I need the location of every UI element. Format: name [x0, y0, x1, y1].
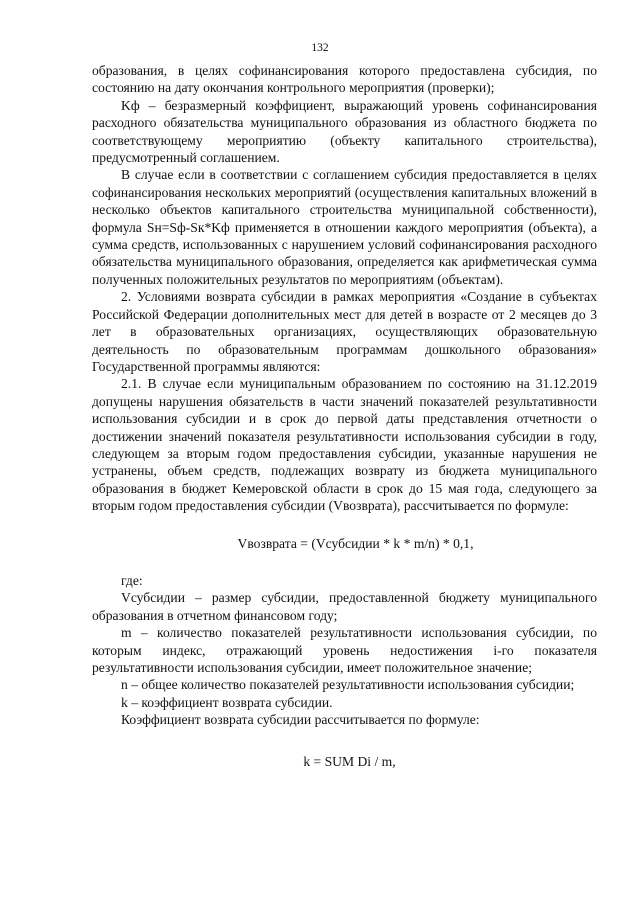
paragraph-continuation: образования, в целях софинансирования которого предоставлена субсидия, по состоянию на дату окончания контрольного мероприятия (проверки);	[92, 63, 597, 96]
paragraph-coefficient-intro: Коэффициент возврата субсидии рассчитывается по формуле:	[121, 712, 480, 728]
paragraph-vsubsidy-definition: Vсубсидии – размер субсидии, предоставленной бюджету муниципального образования в отчетном финансовом году;	[92, 590, 597, 623]
formula-coefficient: k = SUM Di / m,	[303, 753, 396, 769]
paragraph-2-1: 2.1. В случае если муниципальным образованием по состоянию на 31.12.2019 допущены нарушения обязательств в части значений показателей результативности использования субсидии и в срок до первой даты представления отчетности о достижении значений показателя результативности использования субсидии в году, следующем за вторым годом предоставления субсидии, указанные нарушения не устранены, объем средств, подлежащих возврату из бюджета муниципального образования в бюджет Кемеровской области в срок до 15 мая года, следующего за вторым годом предоставления субсидии (Vвозврата), рассчитывается по формуле:	[92, 376, 597, 514]
formula-return-volume: Vвозврата = (Vсубсидии * k * m/n) * 0,1,	[237, 535, 474, 551]
paragraph-m-definition: m – количество показателей результативности использования субсидии, по которым индекс, отражающий уровень недостижения i-го показателя результативности использования субсидии, имеет положительное значение;	[92, 625, 597, 675]
paragraph-where: где:	[121, 572, 143, 588]
paragraph-kf-definition: Kф – безразмерный коэффициент, выражающий уровень софинансирования расходного обязательства муниципального образования из областного бюджета по соответствующему мероприятию (объекту капитального строительства), предусмотренный соглашением.	[92, 97, 597, 166]
page-number: 132	[311, 42, 329, 54]
document-body	[92, 62, 597, 770]
paragraph-k-definition: k – коэффициент возврата субсидии.	[121, 694, 333, 710]
paragraph-return-conditions: 2. Условиями возврата субсидии в рамках мероприятия «Создание в субъектах Российской Федерации дополнительных мест для детей в возрасте от 2 месяцев до 3 лет в образовательных организациях, осуществляющих образовательную деятельность по образовательным программам дошкольного образования» Государственной программы являются:	[92, 289, 597, 374]
paragraph-multiple-measures: В случае если в соответствии с соглашением субсидия предоставляется в целях софинансирования нескольких мероприятий (осуществления капитальных вложений в несколько объектов капитального строительства муниципальной собственности), формула Sн=Sф-Sк*Kф применяется в отношении каждого мероприятия (объекта), а сумма средств, использованных с нарушением условий софинансирования расходного обязательства муниципального образования, определяется как арифметическая сумма полученных положительных результатов по мероприятиям (объектам).	[92, 167, 597, 287]
paragraph-n-definition: n – общее количество показателей результативности использования субсидии;	[121, 677, 575, 693]
